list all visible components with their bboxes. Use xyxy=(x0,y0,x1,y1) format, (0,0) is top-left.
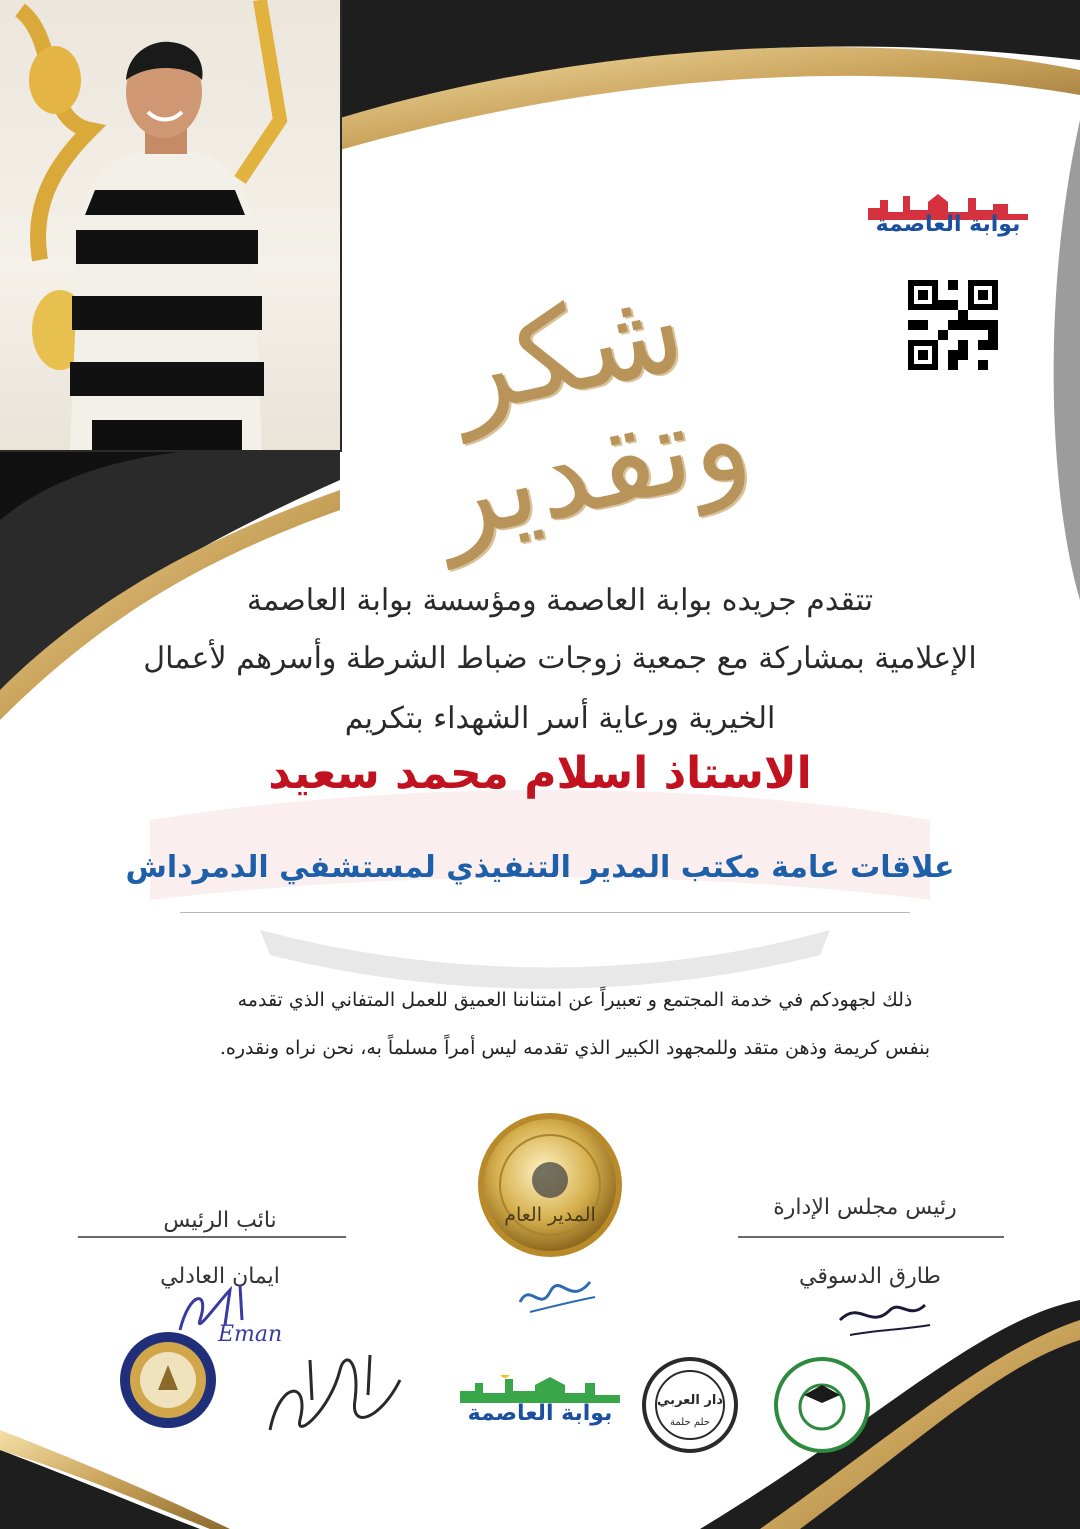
publisher-logo-text: دار العربي xyxy=(657,1393,723,1408)
brand-logo-text: بوابة العاصمة xyxy=(875,212,1021,237)
footer-brand-logo xyxy=(455,1375,625,1430)
calligraphy-mark-icon xyxy=(250,1340,420,1450)
vice-president-handwritten-name: Eman xyxy=(218,1322,283,1347)
footer-brand-logo-text: بوابة العاصمة xyxy=(467,1401,613,1426)
vice-president-name: ايمان العادلي xyxy=(160,1264,280,1289)
honoree-name: الاستاذ اسلام محمد سعيد xyxy=(268,748,812,799)
vice-president-signature-line xyxy=(78,1236,346,1238)
palm-skyline-icon xyxy=(455,1375,625,1403)
academy-emblem-icon xyxy=(772,1355,872,1455)
academy-logo xyxy=(772,1355,872,1455)
certificate-title xyxy=(350,250,810,569)
publisher-logo xyxy=(640,1355,740,1455)
calligraphy-mark xyxy=(250,1340,420,1450)
separator-line xyxy=(180,912,910,913)
intro-line-2: الإعلامية بمشاركة مع جمعية زوجات ضباط الشرطة وأسرهم لأعمال xyxy=(143,641,977,676)
qr-code xyxy=(908,280,998,370)
qr-code-icon xyxy=(908,280,998,370)
general-manager-signature xyxy=(510,1262,600,1322)
association-emblem-icon xyxy=(118,1330,218,1430)
title-calligraphy: شكر وتقدير xyxy=(424,258,761,569)
brand-logo xyxy=(858,190,1038,250)
intro-line-3: الخيرية ورعاية أسر الشهداء بتكريم xyxy=(344,701,776,736)
chairman-signature xyxy=(830,1290,940,1350)
intro-line-1: تتقدم جريده بوابة العاصمة ومؤسسة بوابة العاصمة xyxy=(246,583,874,618)
honoree-position: علاقات عامة مكتب المدير التنفيذي لمستشفي الدمرداش xyxy=(125,850,955,885)
closing-line-2: بنفس كريمة وذهن متقد وللمجهود الكبير الذي تقدمه ليس أمراً مسلماً به، نحن نراه ونقدره. xyxy=(219,1037,931,1059)
gold-seal xyxy=(475,1110,625,1260)
police-wives-association-logo xyxy=(118,1330,218,1430)
chairman-title: رئيس مجلس الإدارة xyxy=(773,1195,957,1220)
seal-icon xyxy=(475,1110,625,1260)
closing-line-1: ذلك لجهودكم في خدمة المجتمع و تعبيراً عن امتناننا العميق للعمل المتفاني الذي تقدمه xyxy=(237,989,913,1011)
publisher-logo-subtext: حلم حلمة xyxy=(670,1417,710,1428)
person-illustration xyxy=(0,0,340,450)
chairman-name: طارق الدسوقي xyxy=(799,1264,941,1289)
chairman-signature-line xyxy=(738,1236,1004,1238)
honoree-photo xyxy=(0,0,342,452)
vice-president-title: نائب الرئيس xyxy=(163,1208,277,1233)
general-manager-title: المدير العام xyxy=(504,1204,596,1226)
